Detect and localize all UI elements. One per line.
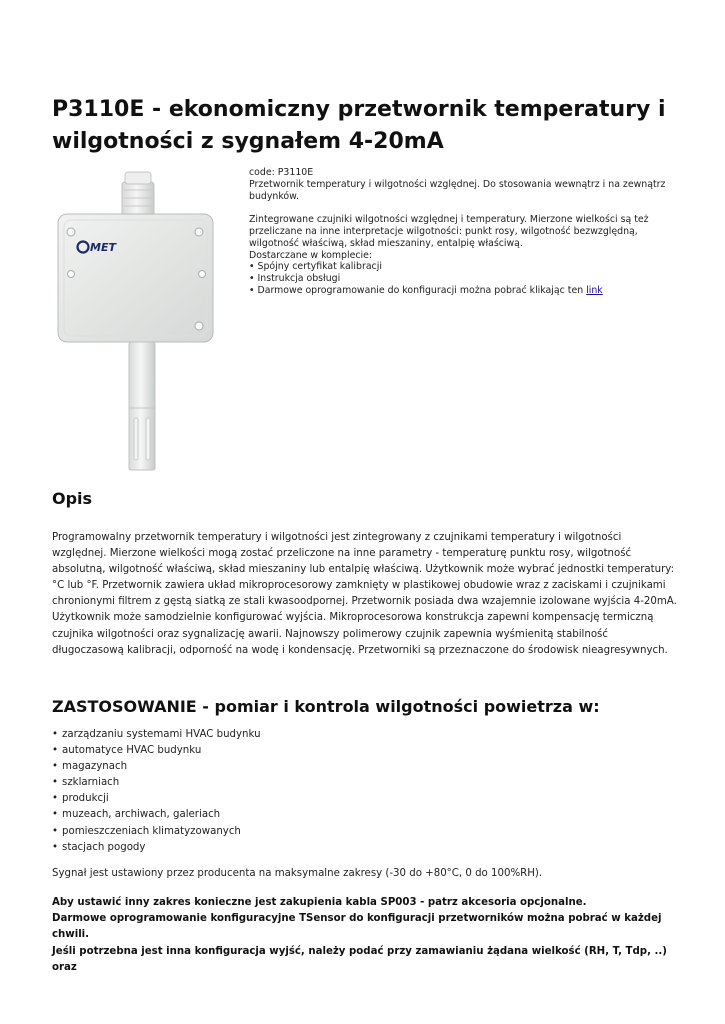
download-link[interactable]: link xyxy=(586,284,603,296)
svg-text:MET: MET xyxy=(90,241,116,254)
cable-note: Aby ustawić inny zakres konieczne jest zakupienia kabla SP003 - patrz akcesoria opcjonalne. xyxy=(52,897,587,908)
list-item: • stacjach pogody xyxy=(52,840,261,856)
product-features: Zintegrowane czujniki wilgotności względnej i temperatury. Mierzone wielkości są też przeliczane na inne interpretacje wilgotności: punkt rosy, wilgotność bezwzględną, wilgotność właściwą, skład mieszaniny, entalpię właściwą. xyxy=(249,214,649,249)
list-item: • magazynach xyxy=(52,759,261,775)
package-item: • Instrukcja obsługi xyxy=(249,273,341,285)
list-item: • pomieszczeniach klimatyzowanych xyxy=(52,824,261,840)
description-text: Programowalny przetwornik temperatury i wilgotności jest zintegrowany z czujnikami temperatury i wilgotności względnej. Mierzone wielkości mogą zostać przeliczone na inne parametry - temperaturę punktu rosy, wilgotność absolutną, wilgotność właściwą, skład mieszaniny lub entalpię właściwą. Użytkownik może wybrać jednostki temperatury: °C lub °F. Przetwornik zawiera układ mikroprocesorowy zamknięty w plastikowej obudowie wraz z zaciskami i czujnikami chronionymi filtrem z gęstą siatką ze stali kwasoodpornej. Przetwornik posiada dwa wzajemnie izolowane wyjścia 4-20mA. Użytkownik może samodzielnie konfigurować wyjścia. Mikroprocesorowa konstrukcja zapewni kompensację termiczną czujnika wilgotności oraz sygnalizację awarii. Najnowszy polimerowy czujnik zapewnia wyśmienitą stabilność długoczasową kalibracji, odporność na wodę i kondensację. Przetworniki są przeznaczone do środowisk nieagresywnych. xyxy=(52,532,677,656)
applications-heading: ZASTOSOWANIE - pomiar i kontrola wilgotności powietrza w: xyxy=(52,697,600,716)
package-heading: Dostarczane w komplecie: xyxy=(249,249,373,261)
cable-gland xyxy=(122,182,154,216)
signal-note: Sygnał jest ustawiony przez producenta na maksymalne zakresy (-30 do +80°C, 0 do 100%RH). xyxy=(52,868,543,879)
list-item: • produkcji xyxy=(52,791,261,807)
list-item: • muzeach, archiwach, galeriach xyxy=(52,807,261,823)
software-note: Darmowe oprogramowanie konfiguracyjne TSensor do konfiguracji przetworników można pobrać w każdej chwili. xyxy=(52,913,662,940)
configuration-note: Jeśli potrzebna jest inna konfiguracja wyjść, należy podać przy zamawianiu żądana wielkość (RH, T, Tdp, ..) oraz xyxy=(52,946,667,973)
page-title: P3110E - ekonomiczny przetwornik temperatury i wilgotności z sygnałem 4-20mA xyxy=(52,97,666,154)
list-item: • automatyce HVAC budynku xyxy=(52,743,261,759)
applications-list xyxy=(52,727,261,856)
device-housing xyxy=(58,214,213,342)
list-item: • zarządzaniu systemami HVAC budynku xyxy=(52,727,261,743)
product-summary: Przetwornik temperatury i wilgotności względnej. Do stosowania wewnątrz i na zewnątrz budynków. xyxy=(249,178,666,202)
description-heading: Opis xyxy=(52,489,93,508)
package-item-text: • Darmowe oprogramowanie do konfiguracji można pobrać klikając ten xyxy=(249,284,587,296)
product-image xyxy=(52,168,237,473)
package-item: • Spójny certyfikat kalibracji xyxy=(249,261,382,273)
product-code: code: P3110E xyxy=(249,167,314,178)
sensor-probe xyxy=(129,342,155,470)
product-intro xyxy=(249,167,679,297)
list-item: • szklarniach xyxy=(52,775,261,791)
package-item-download xyxy=(249,285,679,297)
